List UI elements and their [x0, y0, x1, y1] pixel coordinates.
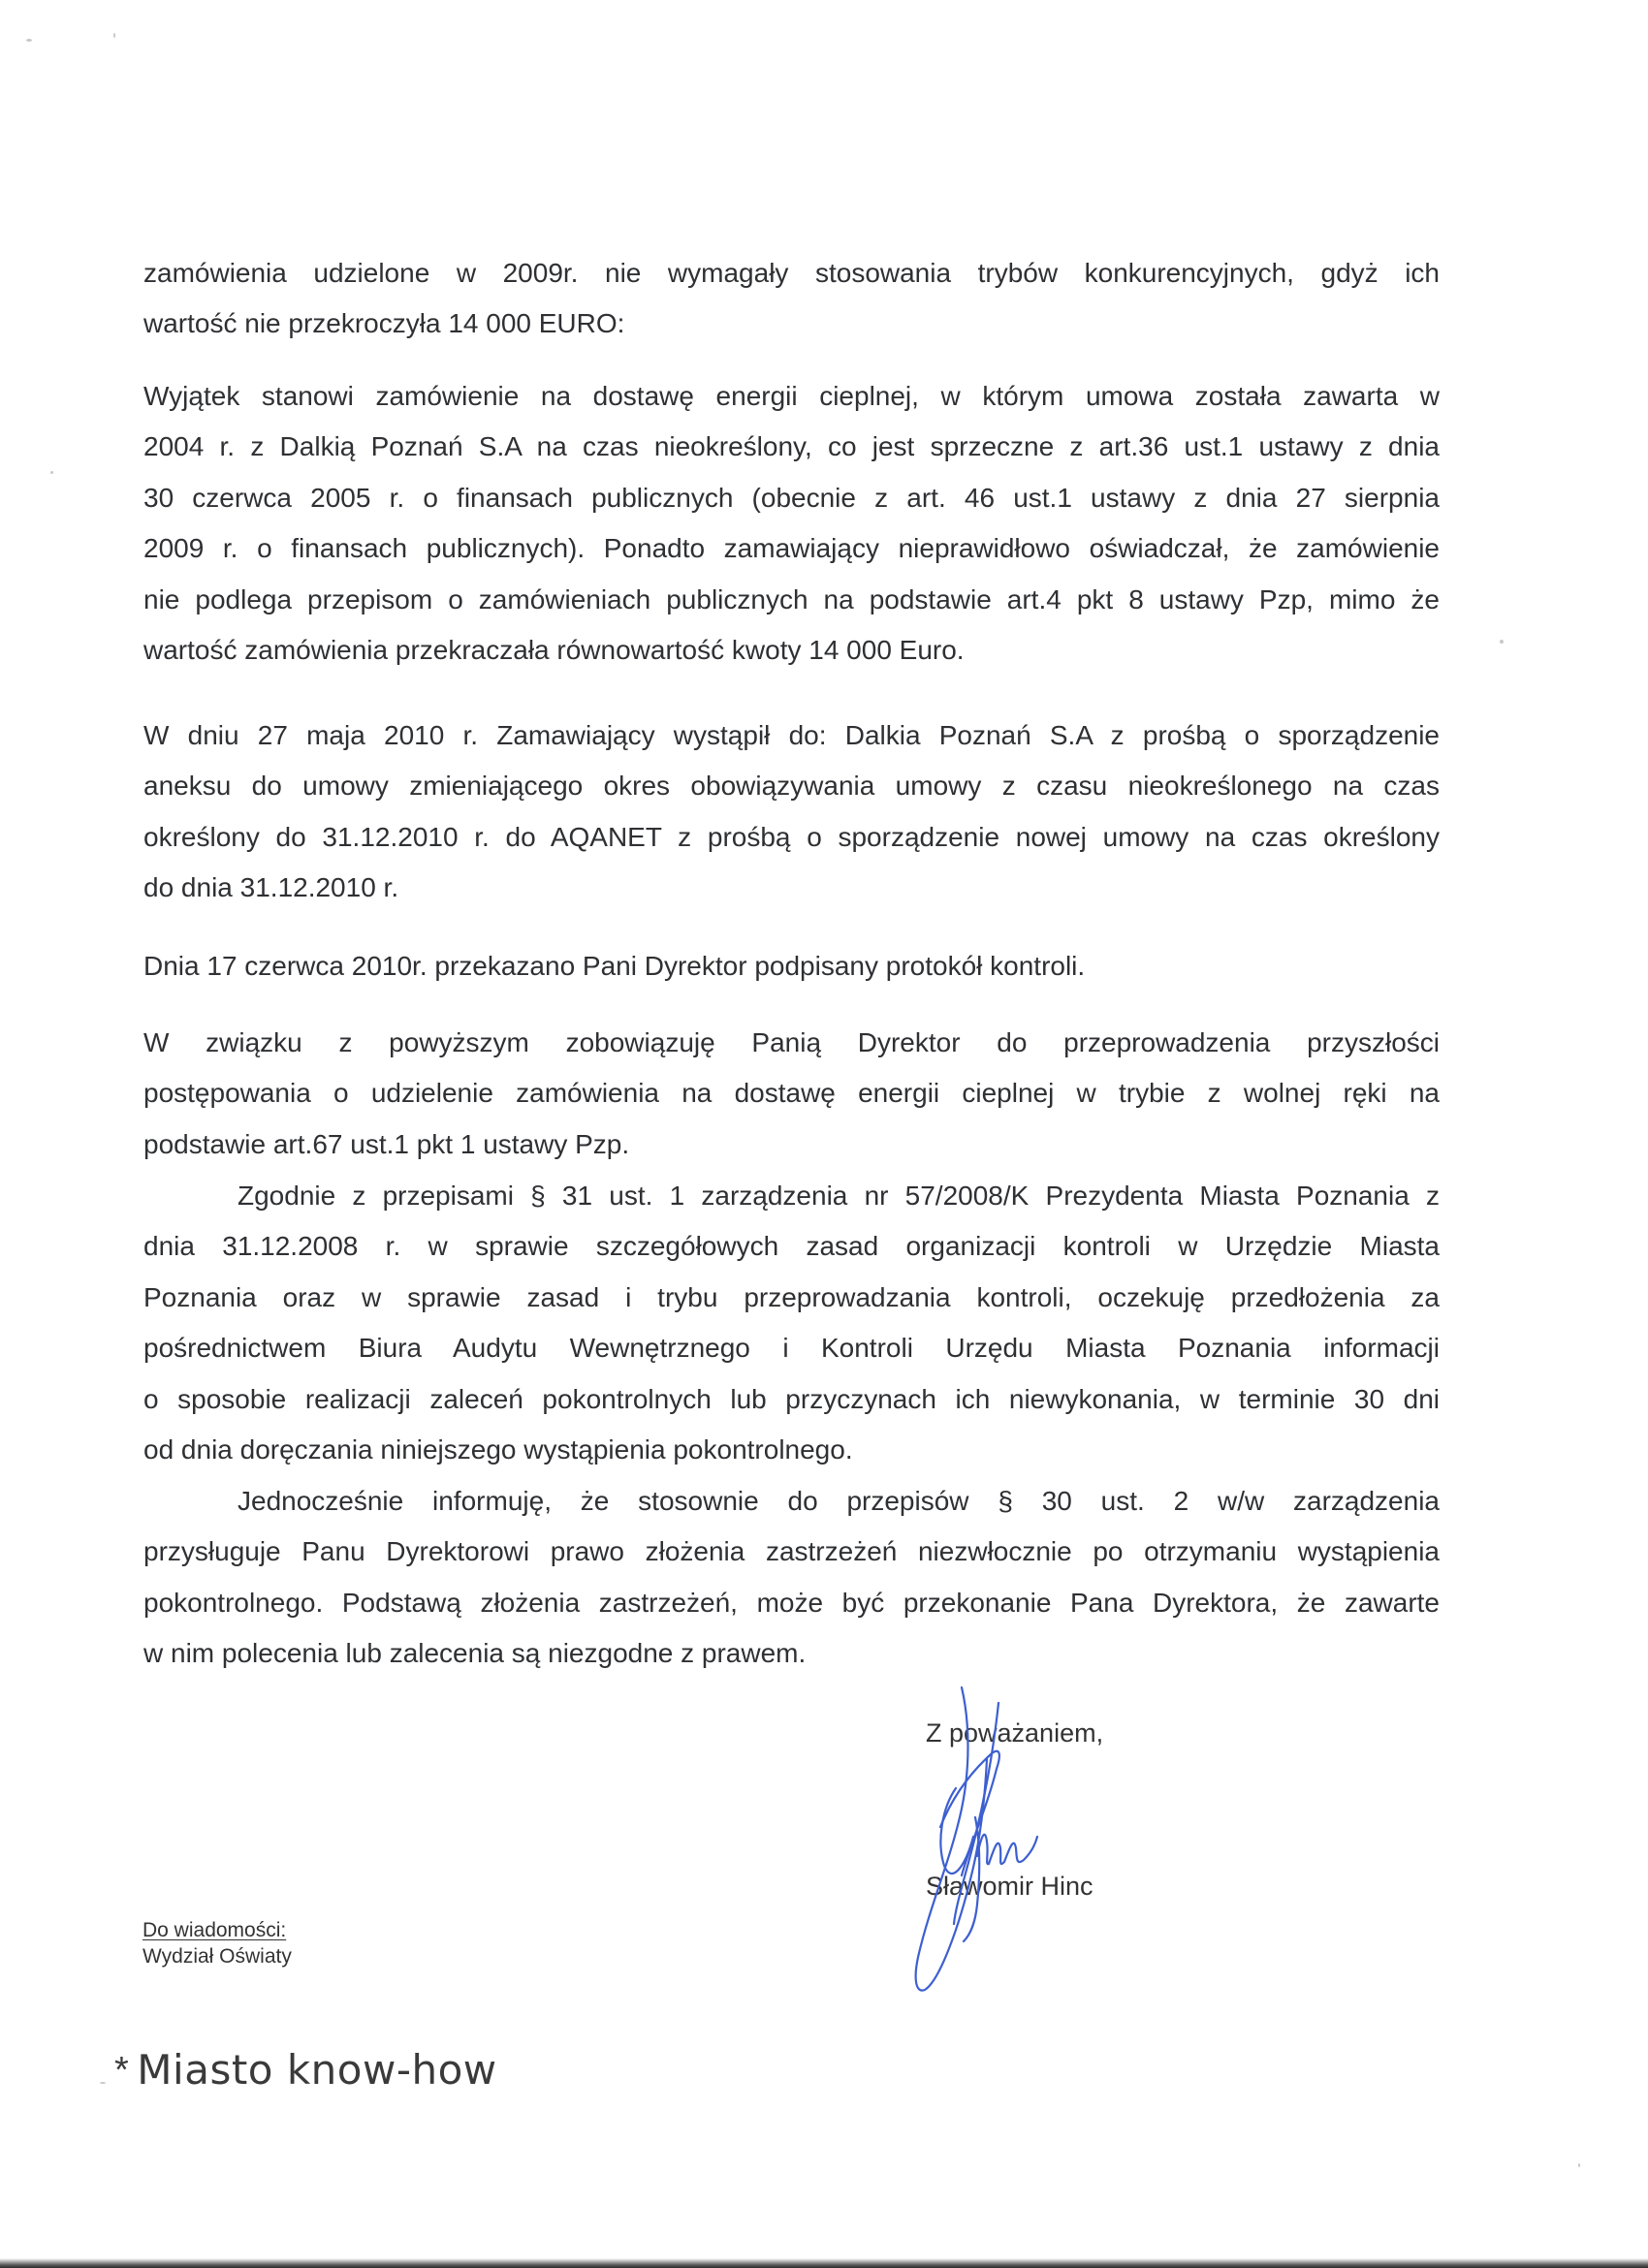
scan-speck [1578, 2163, 1580, 2167]
handwritten-signature-icon [902, 1682, 1095, 2001]
scan-speck [1500, 640, 1504, 644]
text-line: pośrednictwem Biura Audytu Wewnętrznego i Kontroli Urzędu Miasta Poznania informacji [143, 1333, 1440, 1364]
scan-speck [26, 39, 32, 42]
text-line: Zgodnie z przepisami § 31 ust. 1 zarządzenia nr 57/2008/K Prezydenta Miasta Poznania z [238, 1181, 1440, 1211]
text-line: zamówienia udzielone w 2009r. nie wymagały stosowania trybów konkurencyjnych, gdyż ich [143, 258, 1440, 288]
asterisk-icon: * [114, 2050, 130, 2091]
text-line: 2009 r. o finansach publicznych). Ponadto zamawiający nieprawidłowo oświadczał, że zamówienie [143, 533, 1440, 564]
text-line: 2004 r. z Dalkią Poznań S.A na czas nieokreślony, co jest sprzeczne z art.36 ust.1 ustawy z dnia [143, 431, 1440, 462]
text-line: określony do 31.12.2010 r. do AQANET z prośbą o sporządzenie nowej umowy na czas określony [143, 821, 1440, 852]
text-line: 30 czerwca 2005 r. o finansach publicznych (obecnie z art. 46 ust.1 ustawy z dnia 27 sierpnia [143, 482, 1440, 513]
logo-text: Miasto know-how [137, 2046, 497, 2094]
text-line: podstawie art.67 ust.1 pkt 1 ustawy Pzp. [143, 1128, 630, 1159]
paragraph-may-2010-request [143, 710, 1440, 914]
text-line: do dnia 31.12.2010 r. [143, 872, 399, 903]
paragraph-regulation-reference [143, 1171, 1440, 1475]
cc-recipient: Wydział Oświaty [143, 1945, 292, 1968]
scan-speck [100, 2082, 106, 2084]
text-line: od dnia doręczania niniejszego wystąpienia pokontrolnego. [143, 1433, 853, 1465]
paragraph-procurement-2009 [143, 248, 1440, 350]
text-line: Jednocześnie informuję, że stosownie do przepisów § 30 ust. 2 w/w zarządzenia [238, 1486, 1440, 1516]
cc-label: Do wiadomości: [143, 1919, 287, 1941]
text-line: pokontrolnego. Podstawą złożenia zastrzeżeń, może być przekonanie Pana Dyrektora, że zawarte [143, 1587, 1440, 1618]
scan-speck [50, 471, 53, 474]
city-logo [114, 2047, 497, 2095]
paragraph-objections-right [143, 1476, 1440, 1680]
text-line: o sposobie realizacji zaleceń pokontrolnych lub przyczynach ich niewykonania, w terminie 30 dni [143, 1383, 1440, 1414]
paragraph-heat-energy-exception [143, 371, 1440, 676]
paragraph-obligation [143, 1018, 1440, 1170]
text-line: W związku z powyższym zobowiązuję Panią Dyrektor do przeprowadzenia przyszłości [143, 1027, 1440, 1057]
text-line: nie podlega przepisom o zamówieniach publicznych na podstawie art.4 pkt 8 ustawy Pzp, mimo że [143, 583, 1440, 614]
text-line: postępowania o udzielenie zamówienia na dostawę energii cieplnej w trybie z wolnej ręki na [143, 1078, 1440, 1109]
text-line: w nim polecenia lub zalecenia są niezgodne z prawem. [143, 1638, 807, 1669]
paragraph-protocol-handover [143, 941, 1440, 992]
text-line: wartość zamówienia przekraczała równowartość kwoty 14 000 Euro. [143, 634, 965, 665]
scan-edge-border [0, 2258, 1648, 2268]
scan-speck [113, 33, 115, 38]
text-line: W dniu 27 maja 2010 r. Zamawiający wystąpił do: Dalkia Poznań S.A z prośbą o sporządzenie [143, 720, 1440, 750]
text-line: Wyjątek stanowi zamówienie na dostawę energii cieplnej, w którym umowa została zawarta w [143, 381, 1440, 411]
text-line: aneksu do umowy zmieniającego okres obowiązywania umowy z czasu nieokreślonego na czas [143, 771, 1440, 802]
text-line: wartość nie przekroczyła 14 000 EURO: [143, 308, 625, 339]
closing-salutation: Z poważaniem, [926, 1718, 1104, 1748]
text-line: przysługuje Panu Dyrektorowi prawo złożenia zastrzeżeń niezwłocznie po otrzymaniu wystąpienia [143, 1536, 1440, 1567]
text-line: Poznania oraz w sprawie zasad i trybu przeprowadzania kontroli, oczekuję przedłożenia za [143, 1281, 1440, 1312]
signatory-name: Sławomir Hinc [926, 1872, 1093, 1901]
text-line: dnia 31.12.2008 r. w sprawie szczegółowych zasad organizacji kontroli w Urzędzie Miasta [143, 1231, 1440, 1262]
text-line: Dnia 17 czerwca 2010r. przekazano Pani Dyrektor podpisany protokół kontroli. [143, 951, 1086, 981]
